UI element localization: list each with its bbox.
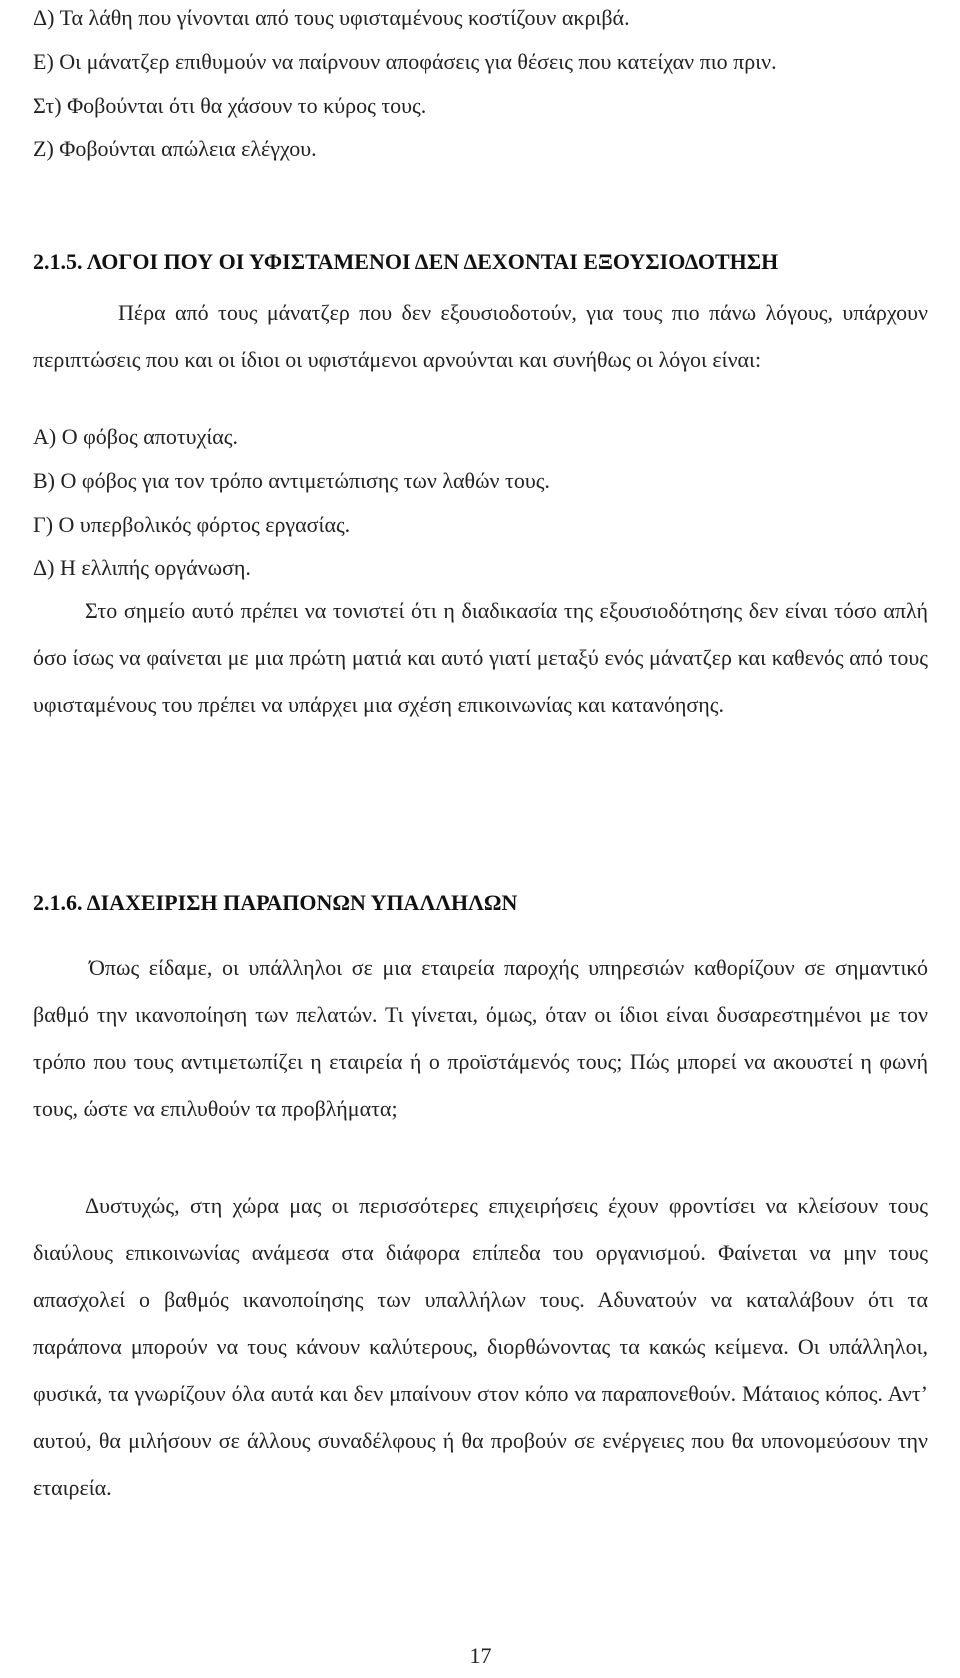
section-title: ΛΟΓΟΙ ΠΟΥ ΟΙ ΥΦΙΣΤΑΜΕΝΟΙ ΔΕΝ ΔΕΧΟΝΤΑΙ ΕΞΟΥΣΙΟΔΟΤΗΣΗ	[86, 249, 779, 274]
list-item: Δ) Τα λάθη που γίνονται από τους υφισταμένους κοστίζουν ακριβά.	[33, 5, 630, 30]
section-title: ΔΙΑΧΕΙΡΙΣΗ ΠΑΡΑΠΟΝΩΝ ΥΠΑΛΛΗΛΩΝ	[86, 890, 518, 915]
list-item: Γ) Ο υπερβολικός φόρτος εργασίας.	[33, 512, 351, 537]
list-item: Α) Ο φόβος αποτυχίας.	[33, 424, 238, 449]
paragraph: Δυστυχώς, στη χώρα μας οι περισσότερες επιχειρήσεις έχουν φροντίσει να κλείσουν τους διαύλους επικοινωνίας ανάμεσα στα διάφορα επίπεδα του οργανισμού. Φαίνεται να μην τους απασχολεί ο βαθμός ικανοποίησης των υπαλλήλων τους. Αδυνατούν να καταλάβουν ότι τα παράπονα μπορούν να τους κάνουν καλύτερους, διορθώνοντας τα κακώς κείμενα. Οι υπάλληλοι, φυσικά, τα γνωρίζουν όλα αυτά και δεν μπαίνουν στον κόπο να παραπονεθούν. Μάταιος κόπος. Αντ’ αυτού, θα μιλήσουν σε άλλους συναδέλφους ή θα προβούν σε ενέργειες που θα υπονομεύσουν την εταιρεία.	[33, 1193, 928, 1500]
list-item: Ε) Οι μάνατζερ επιθυμούν να παίρνουν αποφάσεις για θέσεις που κατείχαν πιο πριν.	[33, 49, 777, 74]
paragraph: Όπως είδαμε, οι υπάλληλοι σε μια εταιρεία παροχής υπηρεσιών καθορίζουν σε σημαντικό βαθμό την ικανοποίηση των πελατών. Τι γίνεται, όμως, όταν οι ίδιοι είναι δυσαρεστημένοι με τον τρόπο που τους αντιμετωπίζει η εταιρεία ή ο προϊστάμενός τους; Πώς μπορεί να ακουστεί η φωνή τους, ώστε να επιλυθούν τα προβλήματα;	[33, 955, 928, 1121]
list-item: Στ) Φοβούνται ότι θα χάσουν το κύρος τους.	[33, 93, 427, 118]
document-page	[33, 0, 928, 1678]
section-number: 2.1.6.	[33, 890, 83, 915]
list-item: Δ) Η ελλιπής οργάνωση.	[33, 555, 251, 580]
section-number: 2.1.5.	[33, 249, 83, 274]
section-heading-2-1-5	[33, 249, 778, 275]
list-item: Ζ) Φοβούνται απώλεια ελέγχου.	[33, 136, 317, 161]
list-item: Β) Ο φόβος για τον τρόπο αντιμετώπισης των λαθών τους.	[33, 468, 550, 493]
page-number: 17	[469, 1643, 492, 1668]
section-heading-2-1-6	[33, 890, 517, 916]
section-intro-paragraph: Πέρα από τους μάνατζερ που δεν εξουσιοδοτούν, για τους πιο πάνω λόγους, υπάρχουν περιπτώσεις που και οι ίδιοι οι υφιστάμενοι αρνούνται και συνήθως οι λόγοι είναι:	[33, 300, 928, 372]
section-closing-paragraph: Στο σημείο αυτό πρέπει να τονιστεί ότι η διαδικασία της εξουσιοδότησης δεν είναι τόσο απλή όσο ίσως να φαίνεται με μια πρώτη ματιά και αυτό γιατί μεταξύ ενός μάνατζερ και καθενός από τους υφισταμένους του πρέπει να υπάρχει μια σχέση επικοινωνίας και κατανόησης.	[33, 598, 928, 717]
